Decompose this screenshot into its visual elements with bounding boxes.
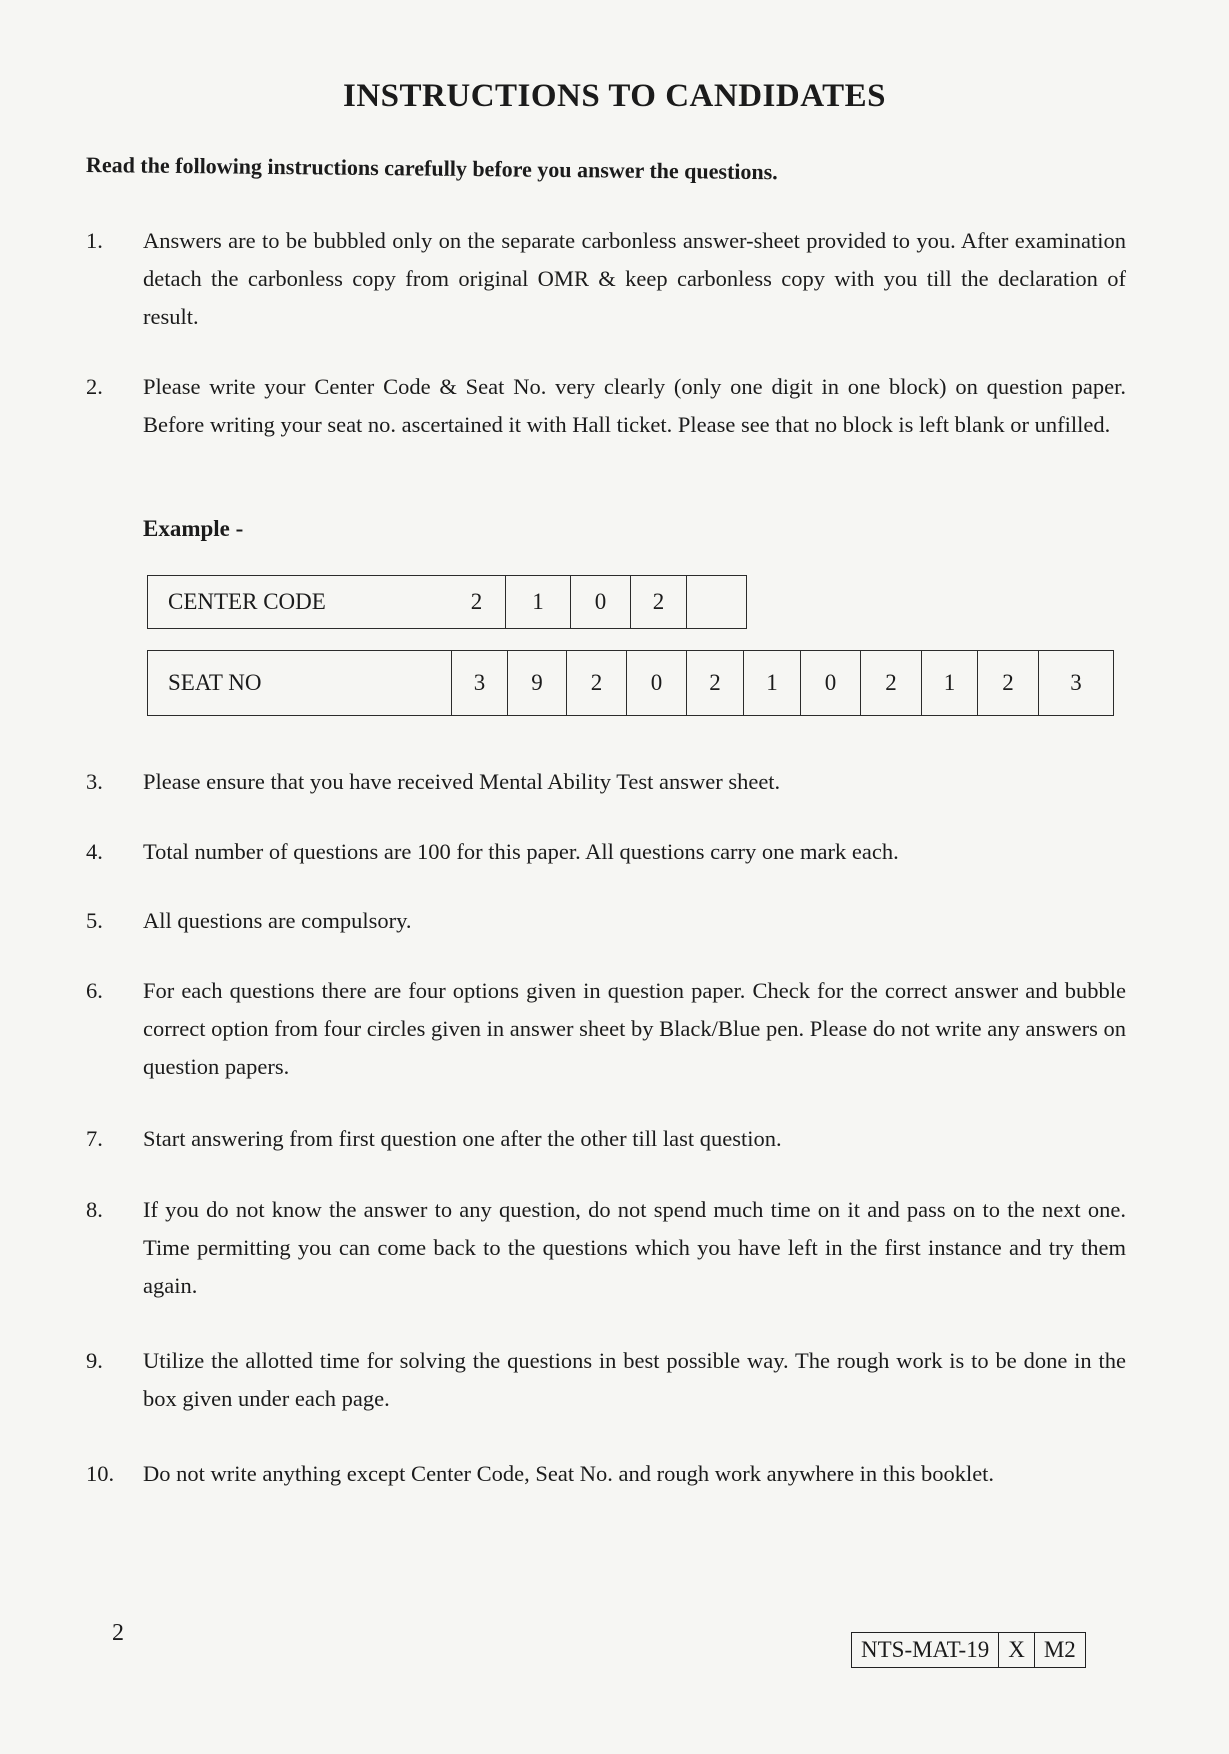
instruction-item — [86, 972, 1126, 1086]
instruction-text: Answers are to be bubbled only on the separate carbonless answer-sheet provided to you. After examination detach the carbonless copy from original OMR & keep carbonless copy with you till the declaration of result. — [143, 228, 1126, 329]
instruction-item — [86, 222, 1126, 336]
instruction-text: Please write your Center Code & Seat No. very clearly (only one digit in one block) on question paper. Before writing your seat no. ascertained it with Hall ticket. Please see that no block is left blank or unfilled. — [143, 374, 1126, 437]
seat-no-digit: 2 — [860, 651, 921, 715]
paper-medium: M2 — [1034, 1633, 1085, 1667]
instruction-number: 6. — [86, 978, 103, 1003]
instruction-number: 7. — [86, 1126, 103, 1151]
instruction-text: Total number of questions are 100 for this paper. All questions carry one mark each. — [143, 839, 899, 864]
instructions-intro: Read the following instructions carefully before you answer the questions. — [85, 152, 778, 185]
instruction-text: All questions are compulsory. — [143, 908, 412, 933]
instruction-number: 8. — [86, 1197, 103, 1222]
instruction-text: For each questions there are four options given in question paper. Check for the correct answer and bubble correct option from four circles given in answer sheet by Black/Blue pen. Please do not write any answers on question papers. — [143, 978, 1126, 1079]
example-label: Example - — [143, 516, 244, 541]
instruction-item — [86, 368, 1126, 444]
center-code-box — [147, 575, 747, 629]
page-title: INSTRUCTIONS TO CANDIDATES — [343, 78, 886, 114]
seat-no-box — [147, 650, 1114, 716]
instruction-text: Please ensure that you have received Mental Ability Test answer sheet. — [143, 769, 781, 794]
seat-no-digit: 1 — [921, 651, 977, 715]
instruction-text: Do not write anything except Center Code, Seat No. and rough work anywhere in this booklet. — [143, 1461, 995, 1486]
center-code-digit: 2 — [470, 589, 483, 614]
center-code-digit: 1 — [505, 576, 570, 628]
instruction-item — [86, 1455, 1126, 1493]
seat-no-digit: 0 — [800, 651, 860, 715]
paper-set: X — [998, 1633, 1034, 1667]
instruction-number: 3. — [86, 769, 103, 794]
center-code-digit — [686, 576, 746, 628]
seat-no-digit: 9 — [507, 651, 566, 715]
center-code-label: CENTER CODE — [168, 589, 326, 614]
center-code-digit: 0 — [570, 576, 630, 628]
paper-code-box — [851, 1632, 1086, 1668]
seat-no-digit: 2 — [686, 651, 743, 715]
seat-no-digit: 3 — [1038, 651, 1113, 715]
instruction-text: Utilize the allotted time for solving the questions in best possible way. The rough work is to be done in the box given under each page. — [143, 1348, 1126, 1411]
seat-no-digit: 2 — [566, 651, 626, 715]
seat-no-digit: 3 — [451, 651, 507, 715]
instruction-number: 9. — [86, 1348, 103, 1373]
seat-no-digit: 0 — [626, 651, 686, 715]
seat-no-digit: 2 — [977, 651, 1038, 715]
instruction-number: 2. — [86, 374, 103, 399]
instruction-number: 4. — [86, 839, 103, 864]
instruction-item — [86, 1342, 1126, 1418]
center-code-digit: 2 — [630, 576, 686, 628]
instruction-item — [86, 1120, 1126, 1158]
paper-code: NTS-MAT-19 — [861, 1637, 990, 1662]
instruction-number: 5. — [86, 908, 103, 933]
instruction-text: If you do not know the answer to any question, do not spend much time on it and pass on to the next one. Time permitting you can come back to the questions which you have left in the first instance and try them again. — [143, 1197, 1126, 1298]
instruction-item — [86, 763, 1126, 801]
instruction-item — [86, 1191, 1126, 1305]
page-number: 2 — [112, 1620, 124, 1646]
instruction-item — [86, 902, 1126, 940]
seat-no-digit: 1 — [743, 651, 800, 715]
instruction-number: 1. — [86, 228, 103, 253]
instruction-text: Start answering from first question one after the other till last question. — [143, 1126, 782, 1151]
instruction-number: 10. — [86, 1461, 115, 1486]
seat-no-label: SEAT NO — [168, 670, 262, 695]
instruction-item — [86, 833, 1126, 871]
